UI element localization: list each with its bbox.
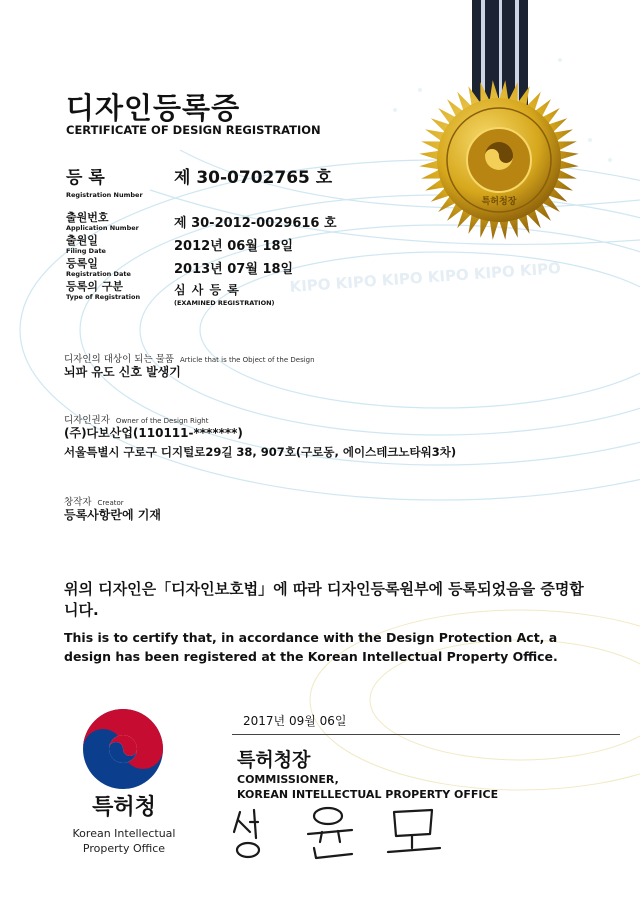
kipo-name-ko: 특허청: [92, 795, 156, 820]
field-label-ko: 등록의 구분: [66, 280, 123, 293]
article-label-ko: 디자인의 대상이 되는 물품: [64, 354, 175, 365]
field-label-ko: 출원일: [66, 234, 98, 247]
registration-label-ko: 등 록: [66, 168, 105, 188]
registration-label-en: Registration Number: [66, 191, 143, 199]
owner-label-en: Owner of the Design Right: [115, 417, 209, 425]
field-label-en: Filing Date: [66, 247, 106, 255]
gold-seal: [417, 78, 581, 242]
signature: [228, 802, 448, 866]
filing-date: 2012년 06월 18일: [174, 239, 294, 254]
registration-type-note: (EXAMINED REGISTRATION): [174, 299, 275, 307]
registration-type-value: 심 사 등 록: [174, 283, 240, 297]
registration-date-label: [66, 258, 131, 278]
certification-statement-en: This is to certify that, in accordance with the Design Protection Act, a design has been registered at the Korean Intellectual Property Office.: [64, 630, 558, 664]
field-label-en: Registration Date: [66, 270, 131, 278]
application-number-label: [66, 212, 139, 232]
registration-number: 제 30-0702765 호: [174, 168, 333, 188]
field-label-ko: 등록일: [66, 257, 98, 270]
field-label-en: Application Number: [66, 224, 139, 232]
commissioner-title-en: [237, 772, 498, 802]
article-value: 뇌파 유도 신호 발생기: [64, 365, 181, 379]
field-label-ko: 출원번호: [66, 211, 109, 224]
creator-label-ko: 창작자: [64, 497, 92, 508]
owner-address: 서울특별시 구로구 디지털로29길 38, 907호(구로동, 에이스테크노타워3차): [64, 445, 457, 459]
watermark-text: KIPO KIPO KIPO KIPO KIPO KIPO: [289, 259, 562, 296]
kipo-name-en: [44, 826, 204, 856]
article-label-en: Article that is the Object of the Design: [180, 356, 315, 364]
field-label-en: Type of Registration: [66, 293, 141, 301]
commissioner-title-en-line1: COMMISSIONER,: [237, 773, 339, 786]
registration-date: 2013년 07월 18일: [174, 262, 294, 277]
registration-type: [174, 281, 275, 307]
certificate-subtitle: CERTIFICATE OF DESIGN REGISTRATION: [66, 123, 321, 137]
certificate-title: 디자인등록증: [66, 91, 241, 125]
filing-date-label: [66, 235, 106, 255]
owner-name: (주)다보산업(110111-*******): [64, 426, 243, 440]
commissioner-title-en-line2: KOREAN INTELLECTUAL PROPERTY OFFICE: [237, 788, 499, 801]
issue-date: 2017년 09월 06일: [243, 714, 347, 728]
kipo-name-en-line1: Korean Intellectual: [72, 827, 176, 840]
creator-value: 등록사항란에 기재: [64, 508, 161, 522]
owner-label-ko: 디자인권자: [64, 415, 110, 426]
kipo-name-en-line2: Property Office: [82, 842, 166, 855]
application-number: 제 30-2012-0029616 호: [174, 216, 337, 231]
creator-label-en: Creator: [97, 499, 124, 507]
seal-text: 특허청장: [481, 197, 517, 207]
signature-divider: [232, 734, 620, 735]
commissioner-title-ko: 특허청장: [237, 749, 311, 771]
kipo-logo-icon: [80, 706, 166, 792]
registration-type-label: [66, 281, 140, 301]
certification-statement-ko: 위의 디자인은「디자인보호법」에 따라 디자인등록원부에 등록되었음을 증명합니다.: [64, 580, 584, 619]
registration-label: [66, 163, 143, 199]
